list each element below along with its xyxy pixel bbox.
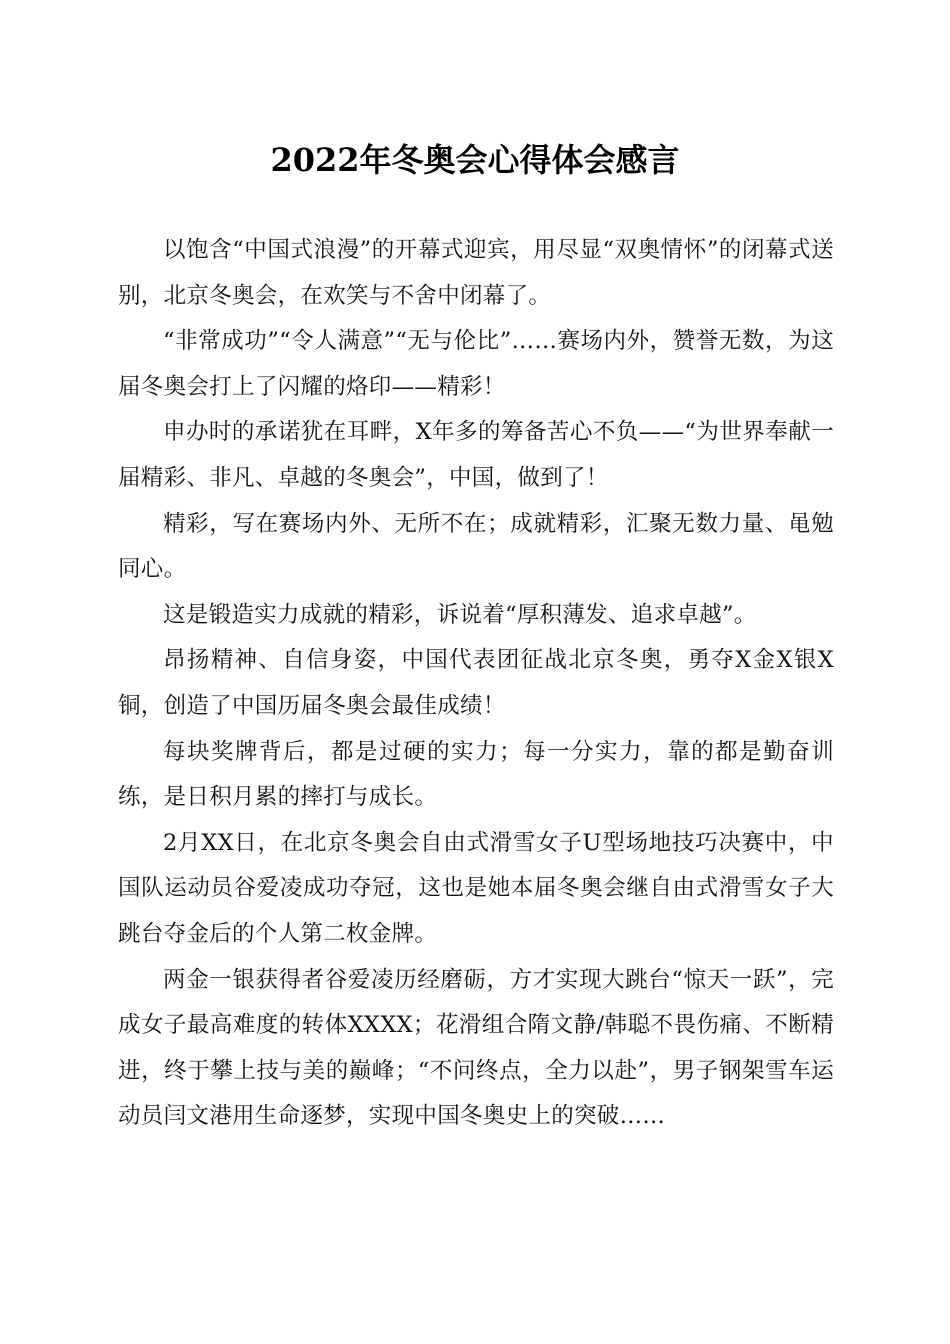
paragraph: 昂扬精神、自信身姿，中国代表团征战北京冬奥，勇夺X金X银X铜，创造了中国历届冬奥会最佳成绩！ <box>118 647 834 719</box>
paragraph: “非常成功”“令人满意”“无与伦比”……赛场内外，赞誉无数，为这届冬奥会打上了闪耀的烙印——精彩！ <box>118 328 834 400</box>
paragraph: 申办时的承诺犹在耳畔，X年多的筹备苦心不负——“为世界奉献一届精彩、非凡、卓越的冬奥会”，中国，做到了！ <box>118 419 834 491</box>
paragraph: 精彩，写在赛场内外、无所不在；成就精彩，汇聚无数力量、黾勉同心。 <box>118 510 834 583</box>
paragraph: 以饱含“中国式浪漫”的开幕式迎宾，用尽显“双奥情怀”的闭幕式送别，北京冬奥会，在欢笑与不舍中闭幕了。 <box>118 237 834 309</box>
paragraph: 两金一银获得者谷爱凌历经磨砺，方才实现大跳台“惊天一跃”，完成女子最高难度的转体XXXX；花滑组合隋文静/韩聪不畏伤痛、不断精进，终于攀上技与美的巅峰；“不问终点，全力以赴”，男子钢架雪车运动员闫文港用生命逐梦，实现中国冬奥史上的突破…… <box>118 966 834 1130</box>
paragraph: 这是锻造实力成就的精彩，诉说着“厚积薄发、追求卓越”。 <box>163 601 757 628</box>
document-body <box>118 228 834 1140</box>
paragraph: 2月XX日，在北京冬奥会自由式滑雪女子U型场地技巧决赛中，中国队运动员谷爱凌成功夺冠，这也是她本届冬奥会继自由式滑雪女子大跳台夺金后的个人第二枚金牌。 <box>118 829 834 947</box>
paragraph: 每块奖牌背后，都是过硬的实力；每一分实力，靠的都是勤奋训练，是日积月累的摔打与成长。 <box>118 738 834 811</box>
document-title: 2022年冬奥会心得体会感言 <box>270 141 680 179</box>
